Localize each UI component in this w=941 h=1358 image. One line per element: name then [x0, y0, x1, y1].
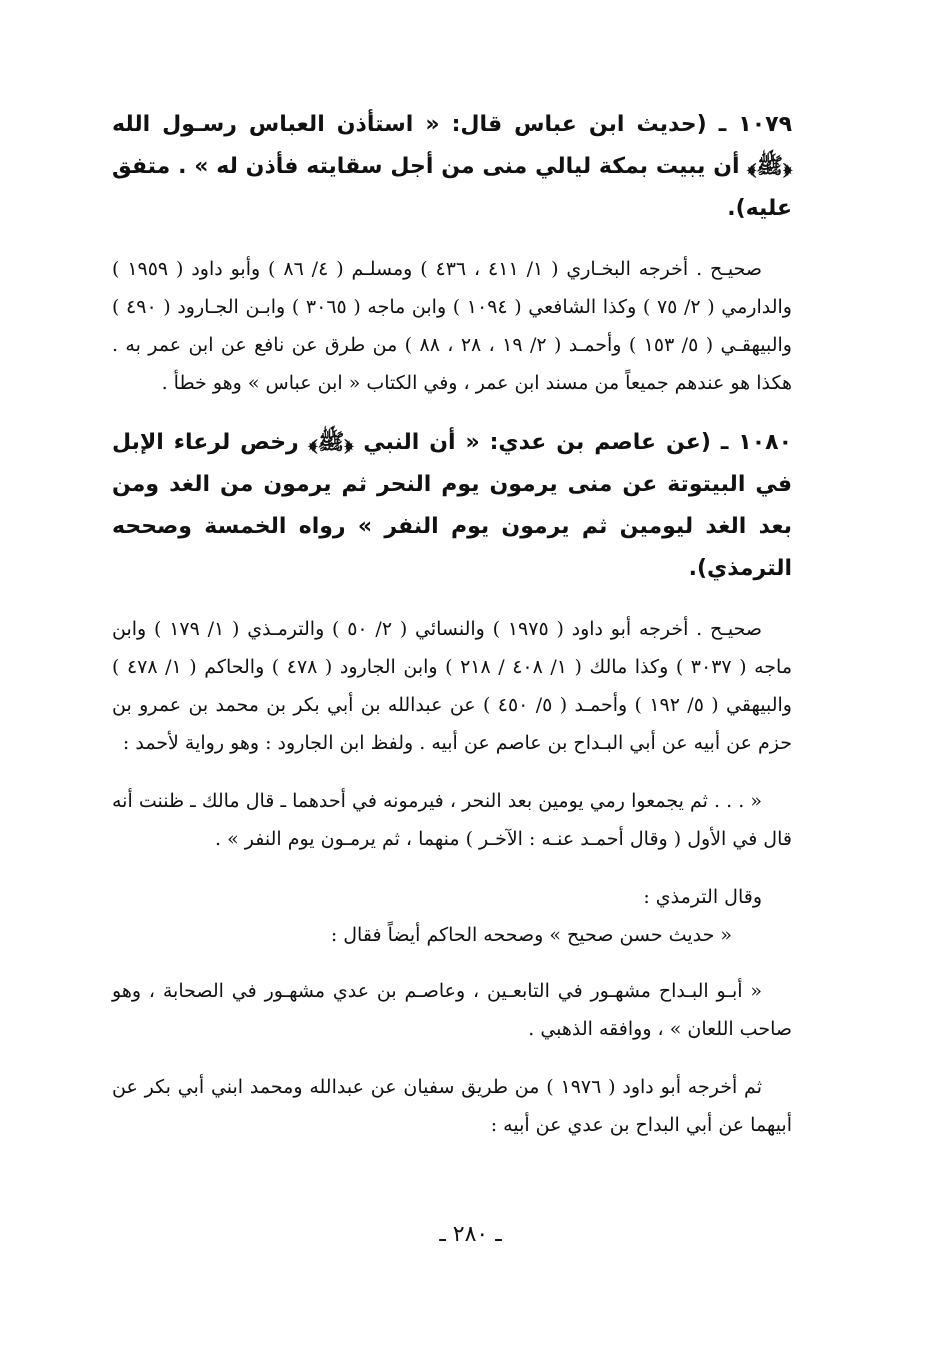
tirmidhi-intro: وقال الترمذي : [643, 886, 762, 908]
tirmidhi-quote: « حديث حسن صحيح » وصححه الحاكم أيضاً فقال : [330, 924, 732, 946]
takhrij-1080: صحيـح . أخرجه أبو داود ( ١٩٧٥ ) والنسائي ( ٢/ ٥٠ ) والترمـذي ( ١/ ١٧٩ ) وابن ماجه ( ٣٠٣٧ ) وكذا مالك ( ١/ ٤٠٨ / ٢١٨ ) وابن الجارود ( ٤٧٨ ) والحاكم ( ١/ ٤٧٨ ) والبيهقي ( ٥/ ١٩٢ ) وأحمـد ( ٥/ ٤٥٠ ) عن عبدالله بن أبي بكر بن محمد بن عمرو بن حزم عن أبيه عن أبي البـداح بن عاصم عن أبيه . ولفظ ابن الجارود : وهو رواية لأحمد : [112, 618, 793, 754]
hadith-1079: ١٠٧٩ ـ (حديث ابن عباس قال: « استأذن العباس رسـول الله ﴿ﷺ﴾ أن يبيت بمكة ليالي منى من أجل سقايته فأذن له » . متفق عليه). [112, 112, 792, 221]
hadith-1080: ١٠٨٠ ـ (عن عاصم بن عدي: « أن النبي ﴿ﷺ﴾ رخص لرعاء الإبل في البيتوتة عن منى يرمون يوم النحر ثم يرمون من الغد ومن بعد الغد ليومين ثم يرمون يوم النفر » رواه الخمسة وصححه الترمذي). [112, 430, 792, 581]
page-number: ـ ٢٨٠ ـ [439, 1222, 502, 1247]
quote-ahmad: « . . . ثم يجمعوا رمي يومين بعد النحر ، فيرمونه في أحدهما ـ قال مالك ـ ظننت أنه قال في الأول ( وقال أحمـد عنـه : الآخـر ) منهما ، ثم يرمـون يوم النفر » . [112, 790, 792, 850]
last-paragraph: ثم أخرجه أبو داود ( ١٩٧٦ ) من طريق سفيان عن عبدالله ومحمد ابني أبي بكر عن أبيهما عن أبي البداح بن عدي عن أبيه : [112, 1076, 792, 1136]
takhrij-1079: صحيـح . أخرجه البخـاري ( ١/ ٤١١ ، ٤٣٦ ) ومسلـم ( ٤/ ٨٦ ) وأبو داود ( ١٩٥٩ ) والدارمي ( ٢/ ٧٥ ) وكذا الشافعي ( ١٠٩٤ ) وابن ماجه ( ٣٠٦٥ ) وابـن الجـارود ( ٤٩٠ ) والبيهقـي ( ٥/ ١٥٣ ) وأحمـد ( ٢/ ١٩ ، ٢٨ ، ٨٨ ) من طرق عن نافع عن ابن عمر به . هكذا هو عندهم جميعاً من مسند ابن عمر ، وفي الكتاب « ابن عباس » وهو خطأ . [112, 258, 792, 394]
hakim-quote: « أبـو البـداح مشهـور في التابعـين ، وعاصـم بن عدي مشهـور في الصحابة ، وهو صاحب اللعان » ، ووافقه الذهبي . [112, 980, 792, 1040]
page-body [112, 104, 792, 1164]
